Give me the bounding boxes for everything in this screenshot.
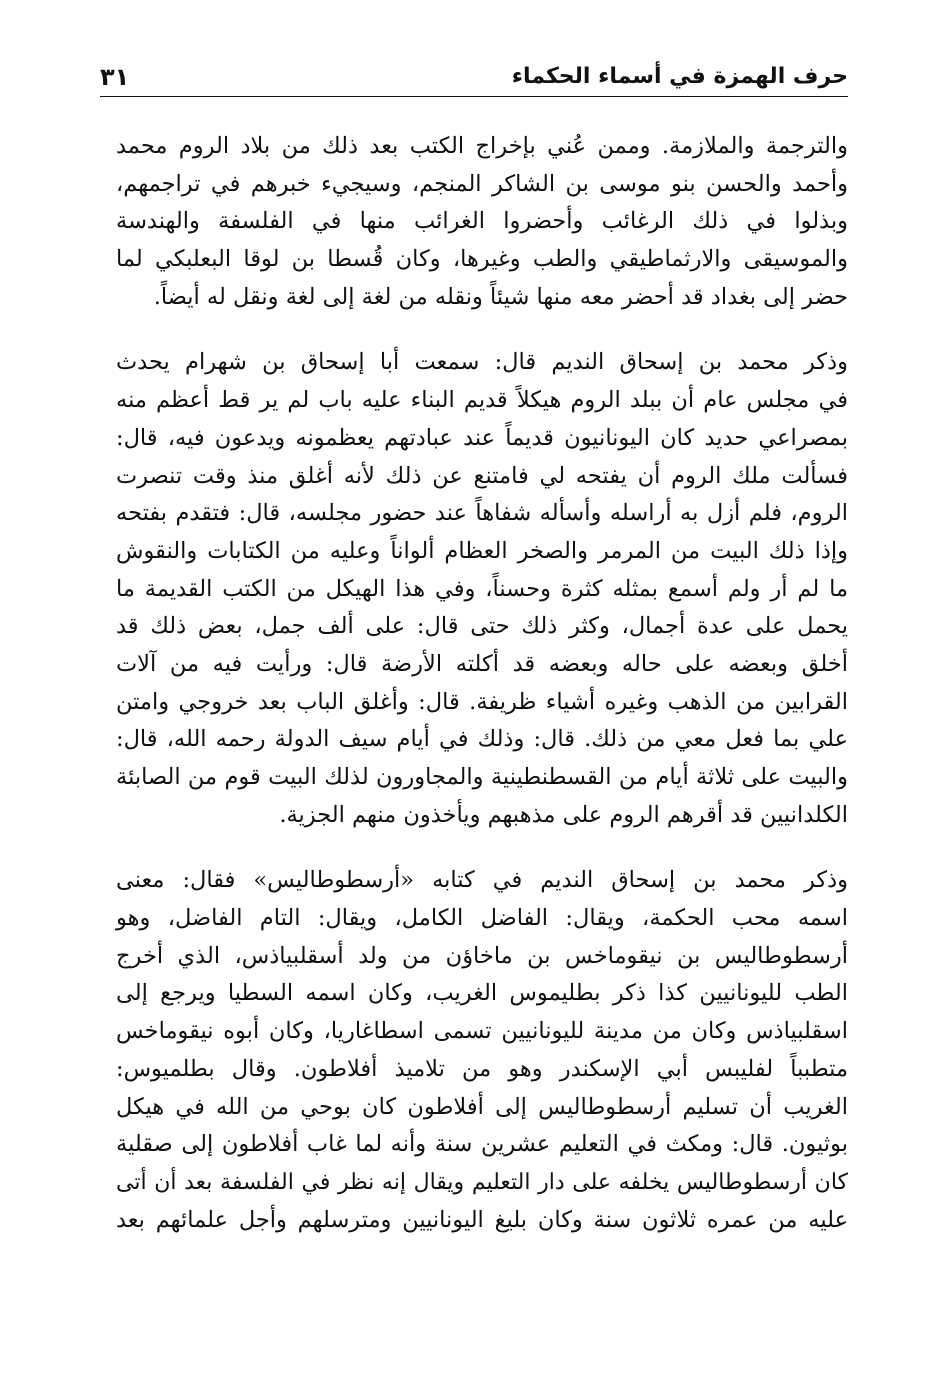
text-line: بوثيون. قال: ومكث في التعليم عشرين سنة وأنه لما غاب أفلاطون إلى صقلية — [116, 1131, 848, 1158]
chapter-title: حرف الهمزة في أسماء الحكماء — [511, 64, 848, 89]
text-line: الغريب أن تسليم أرسطوطاليس إلى أفلاطون كان بوحي من الله في هيكل — [116, 1093, 848, 1120]
text-line: وأحمد والحسن بنو موسى بن الشاكر المنجم، وسيجيء خبرهم في تراجمهم، — [116, 170, 848, 197]
paragraph-3 — [116, 862, 848, 1239]
text-line: في مجلس عام أن ببلد الروم هيكلاً قديم البناء عليه باب لم ير قط أعظم منه — [116, 387, 848, 414]
running-header — [100, 56, 848, 97]
paragraph-gap — [116, 834, 848, 862]
text-line: حضر إلى بغداد قد أحضر معه منها شيئاً ونقله من لغة إلى لغة ونقل له أيضاً. — [153, 283, 848, 310]
text-line: ما لم أر ولم أسمع بمثله كثرة وحسناً، وفي هذا الهيكل من الكتب القديمة ما — [116, 575, 848, 602]
text-line: اسمه محب الحكمة، ويقال: الفاضل الكامل، ويقال: التام الفاضل، وهو — [116, 905, 848, 932]
text-line: وذكر محمد بن إسحاق النديم قال: سمعت أبا إسحاق بن شهرام يحدث — [116, 349, 848, 376]
text-line: الروم، فلم أزل به أراسله وأسأله شفاهاً عند حضور مجلسه، قال: فتقدم بفتحه — [116, 500, 848, 527]
text-line: اسقلبياذس وكان من مدينة لليونانيين تسمى اسطاغاريا، وكان أبوه نيقوماخس — [116, 1018, 848, 1045]
paragraph-2 — [116, 344, 848, 834]
text-line: يحمل على عدة أجمال، وكثر ذلك حتى قال: على ألف جمل، بعض ذلك قد — [116, 613, 848, 640]
text-line: والبيت على ثلاثة أيام من القسطنطينية والمجاورون لذلك البيت قوم من الصابئة — [116, 764, 848, 790]
text-line: أخلق وبعضه على حاله وبعضه قد أكلته الأرضة قال: ورأيت فيه من آلات — [116, 650, 848, 677]
text-line: متطبباً لفليبس أبي الإسكندر وهو من تلاميذ أفلاطون. وقال بطلميوس: — [116, 1055, 848, 1082]
paragraph-1 — [116, 128, 848, 316]
text-line: عليه من عمره ثلاثون سنة وكان بليغ اليونانيين ومترسلهم وأجل علمائهم بعد — [116, 1206, 848, 1233]
page-body — [116, 128, 848, 1239]
text-line: والموسيقى والارثماطيقي والطب وغيرها، وكان قُسطا بن لوقا البعلبكي لما — [116, 246, 848, 273]
text-line: وبذلوا في ذلك الرغائب وأحضروا الغرائب منها في الفلسفة والهندسة — [116, 208, 848, 235]
text-line: وذكر محمد بن إسحاق النديم في كتابه «أرسطوطاليس» فقال: معنى — [116, 867, 848, 894]
text-line: القرابين من الذهب وغيره أشياء ظريفة. قال: وأغلق الباب بعد خروجي وامتن — [116, 688, 848, 715]
text-line: أرسطوطاليس بن نيقوماخس بن ماخاؤن من ولد أسقلبياذس، الذي أخرج — [116, 942, 848, 969]
text-line: الطب لليونانيين كذا ذكر بطليموس الغريب، وكان اسمه السطيا ويرجع إلى — [116, 980, 848, 1007]
text-line: فسألت ملك الروم أن يفتحه لي فامتنع عن ذلك لأنه أغلق منذ وقت تنصرت — [116, 462, 848, 489]
paragraph-gap — [116, 316, 848, 344]
text-line: بمصراعي حديد كان اليونانيون قديماً عند عبادتهم يعظمونه ويدعون فيه، قال: — [116, 424, 848, 451]
text-line: علي بما فعل معي من ذلك. قال: وذلك في أيام سيف الدولة رحمه الله، قال: — [116, 726, 848, 753]
page-number: ٣١ — [100, 63, 130, 91]
text-line: كان أرسطوطاليس يخلفه على دار التعليم ويقال إنه نظر في الفلسفة بعد أن أتى — [116, 1169, 848, 1195]
text-line: والترجمة والملازمة. وممن عُني بإخراج الكتب بعد ذلك من بلاد الروم محمد — [116, 133, 848, 159]
text-line: الكلدانيين قد أقرهم الروم على مذهبهم ويأخذون منهم الجزية. — [279, 801, 848, 828]
text-line: وإذا ذلك البيت من المرمر والصخر العظام ألواناً وعليه من الكتابات والنقوش — [116, 537, 848, 564]
